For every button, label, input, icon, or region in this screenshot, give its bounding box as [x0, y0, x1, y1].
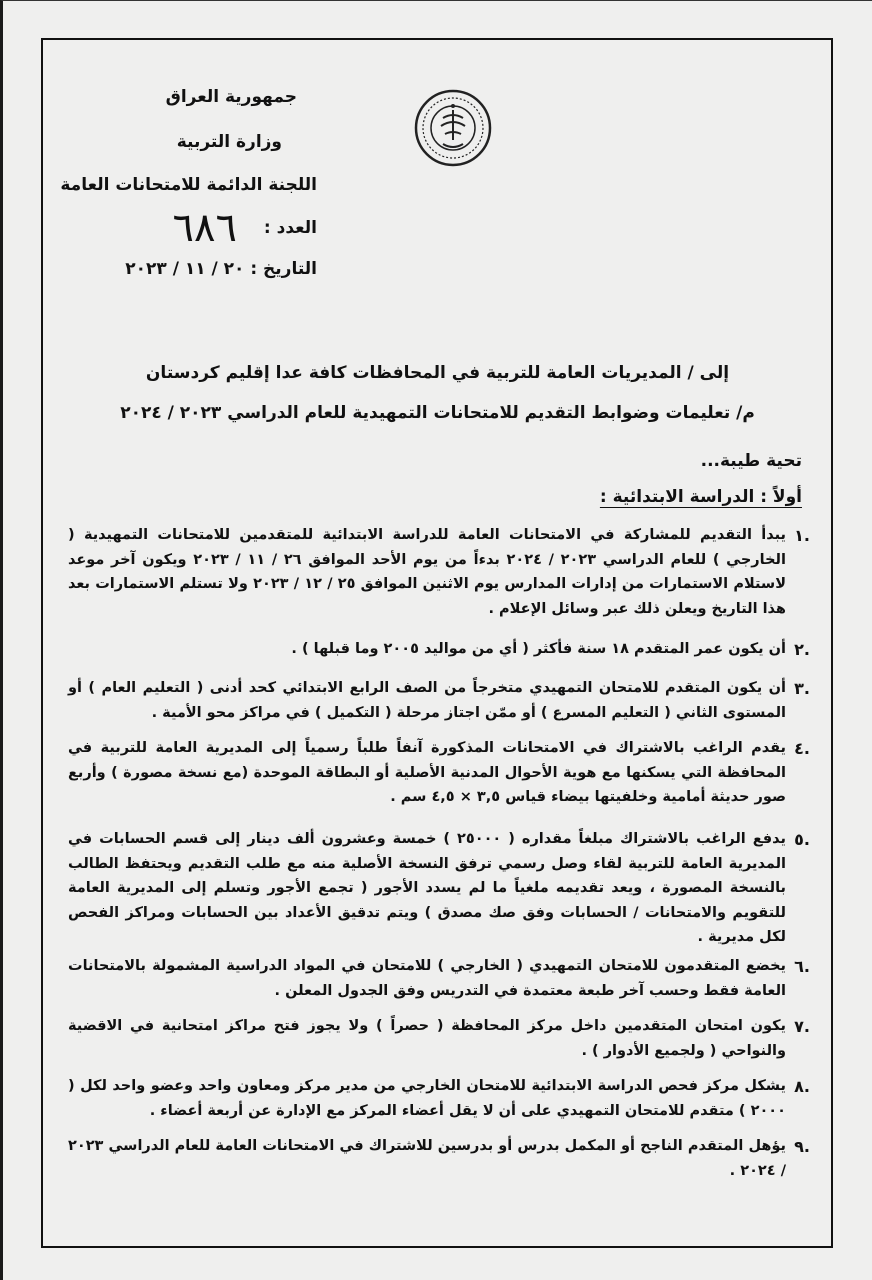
item-text: يبدأ التقديم للمشاركة في الامتحانات العامة للدراسة الابتدائية للمتقدمين للامتحانات التمهيدية ( الخارجي ) للعام الدراسي ٢٠٢٣ / ٢٠٢٤ بدءاً من يوم الأحد الموافق ٢٦ / ١١ / ٢٠٢٣ ويكون آخر موعد لاستلام الاستمارات من إدارات المدارس يوم الاثنين الموافق ٢٥ / ١٢ / ٢٠٢٣ ولا تستلم الاستمارات بعد هذا التاريخ ويعلن ذلك عبر وسائل الإعلام .	[68, 527, 786, 617]
handwritten-number: ٦٨٦	[172, 205, 237, 251]
committee-name: اللجنة الدائمة للامتحانات العامة	[60, 175, 317, 195]
number-label: العدد :	[263, 218, 317, 238]
item-number: .٢	[794, 640, 810, 659]
list-item	[68, 637, 810, 662]
item-text: يدفع الراغب بالاشتراك مبلغاً مقداره ( ٢٥٠٠٠ ) خمسة وعشرون ألف دينار إلى قسم الحسابات في المديرية العامة للتربية لقاء وصل رسمي ترفق النسخة الأصلية منه مع طلب التقديم ويحتفظ الطالب بالنسخة المصورة ، ويعد تقديمه ملغياً ما لم يسدد الأجور ( تجمع الأجور وتسلم إلى المديرية العامة للتقويم والامتحانات / الحسابات وفق صك مصدق ) ويتم تدقيق الأعداد بين الحسابات ومراكز الفحص لكل مديرية .	[68, 831, 786, 945]
list-item	[68, 1134, 810, 1183]
item-text: يخضع المتقدمون للامتحان التمهيدي ( الخارجي ) للامتحان في المواد الدراسية المشمولة بالامتحانات العامة فقط وحسب آخر طبعة معتمدة في التدريس وفق الجدول المعلن .	[68, 958, 786, 999]
republic-name: جمهورية العراق	[165, 87, 297, 107]
list-item	[68, 1074, 810, 1123]
item-number: .٥	[794, 830, 810, 849]
item-number: .٩	[794, 1137, 810, 1156]
item-number: .٣	[794, 679, 810, 698]
list-item	[68, 736, 810, 810]
list-item	[68, 1014, 810, 1063]
item-text: أن يكون المتقدم للامتحان التمهيدي متخرجاً من الصف الرابع الابتدائي كحد أدنى ( التعليم العام ) أو المستوى الثاني ( التعليم المسرع ) أو ممّن اجتاز مرحلة ( التكميل ) في مراكز محو الأمية .	[68, 680, 786, 721]
item-number: .٧	[794, 1017, 810, 1036]
list-item	[68, 954, 810, 1003]
date-value: ٢٠ / ١١ / ٢٠٢٣	[125, 259, 245, 279]
section-title: أولاً : الدراسة الابتدائية :	[599, 487, 802, 507]
greeting: تحية طيبة...	[700, 451, 802, 471]
item-number: .١	[794, 526, 810, 545]
list-item	[68, 523, 810, 621]
item-text: يكون امتحان المتقدمين داخل مركز المحافظة ( حصراً ) ولا يجوز فتح مراكز امتحانية في الاقضية والنواحي ( ولجميع الأدوار ) .	[68, 1018, 786, 1059]
item-text: يشكل مركز فحص الدراسة الابتدائية للامتحان الخارجي من مدير مركز ومعاون واحد وعضو واحد لكل ( ٢٠٠٠ ) متقدم للامتحان التمهيدي على أن لا يقل أعضاء المركز مع الإدارة عن أربعة أعضاء .	[68, 1078, 786, 1119]
ministry-name: وزارة التربية	[176, 132, 282, 152]
document-date	[125, 259, 317, 279]
item-text: أن يكون عمر المتقدم ١٨ سنة فأكثر ( أي من مواليد ٢٠٠٥ وما قبلها ) .	[291, 641, 786, 657]
list-item	[68, 827, 810, 950]
item-text: يؤهل المتقدم الناجح أو المكمل بدرس أو بدرسين للاشتراك في الامتحانات العامة للعام الدراسي ٢٠٢٣ / ٢٠٢٤ .	[68, 1138, 786, 1179]
item-number: .٤	[794, 739, 810, 758]
subject-line: م/ تعليمات وضوابط التقديم للامتحانات التمهيدية للعام الدراسي ٢٠٢٣ / ٢٠٢٤	[120, 403, 755, 423]
list-item	[68, 676, 810, 725]
item-text: يقدم الراغب بالاشتراك في الامتحانات المذكورة آنفاً طلباً رسمياً إلى المديرية العامة للتربية في المحافظة التي يسكنها مع هوية الأحوال المدنية الأصلية أو البطاقة الموحدة (مع نسخة مصورة ) وأربع صور حديثة أمامية وخلفيتها بيضاء قياس ٣,٥ × ٤,٥ سم .	[68, 740, 786, 805]
ministry-seal-icon	[413, 88, 493, 168]
item-number: .٦	[794, 957, 810, 976]
recipient-line: إلى / المديريات العامة للتربية في المحافظات كافة عدا إقليم كردستان	[145, 363, 730, 383]
date-label: التاريخ :	[250, 259, 317, 279]
item-number: .٨	[794, 1077, 810, 1096]
